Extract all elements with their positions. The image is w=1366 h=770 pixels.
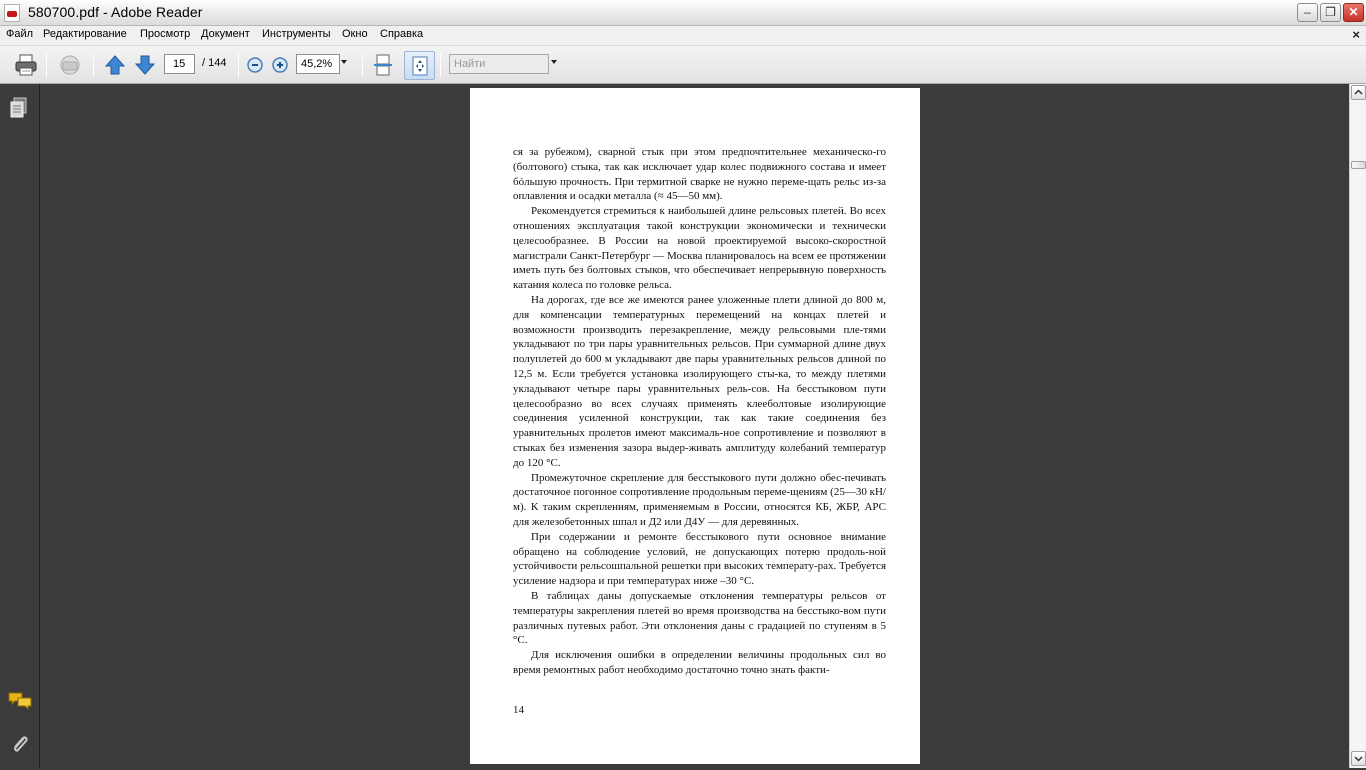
- menu-help[interactable]: Справка: [380, 28, 424, 40]
- adobe-reader-icon: [4, 4, 20, 22]
- next-page-icon[interactable]: [133, 53, 157, 77]
- toolbar-separator: [93, 53, 94, 77]
- menu-edit[interactable]: Редактирование: [43, 28, 127, 40]
- toolbar-separator: [362, 53, 363, 77]
- navigation-panel: [0, 84, 40, 768]
- comments-icon[interactable]: [7, 690, 33, 712]
- title-bar: [0, 0, 1366, 26]
- vertical-scrollbar[interactable]: [1349, 84, 1366, 768]
- previous-page-icon[interactable]: [103, 53, 127, 77]
- toolbar-separator: [46, 53, 47, 77]
- document-page[interactable]: [470, 88, 920, 764]
- zoom-in-icon[interactable]: [268, 53, 292, 77]
- paragraph: При содержании и ремонте бесстыкового пути основное внимание обращено на соблюдение условий, не допускающих потерю продоль-ной устойчивости рельсошпальной решетки при высоких температу-рах. Требуется усиление надзора и при температурах ниже –30 °С.: [513, 530, 886, 588]
- menu-document[interactable]: Документ: [201, 28, 250, 40]
- page-number: 14: [513, 704, 524, 716]
- scroll-thumb[interactable]: [1351, 161, 1366, 169]
- minimize-button[interactable]: [1297, 3, 1318, 22]
- restore-icon: ❐: [1325, 5, 1336, 19]
- menu-bar: [0, 26, 1366, 46]
- page-number-input[interactable]: 15: [164, 54, 195, 74]
- menu-view[interactable]: Просмотр: [140, 28, 191, 40]
- paragraph: На дорогах, где все же имеются ранее уложенные плети длиной до 800 м, для компенсации температурных перемещений на концах плетей и возможности производить перезакрепление, между рельсовыми пле-тями укладывают по три пары уравнительных рельсов. При суммарной длине двух полуплетей до 600 м укладывают две пары уравнительных рельсов длиной по 12,5 м. Если требуется установка изолирующего сты-ка, то между плетями укладывают четыре пары уравнительных рель-сов. На бесстыковом пути целесообразно во всех случаях применять клееболтовые изолирующие соединения усиленной конструкции, так как такие соединения без уравнительных пролетов имеют максималь-ное сопротивление и позволяют в стыках без изменения зазора выдер-живать амплитуду колебаний температур до 120 °С.: [513, 293, 886, 469]
- attachments-icon[interactable]: [9, 732, 31, 756]
- zoom-dropdown-icon[interactable]: [341, 60, 347, 64]
- scrolling-mode-icon[interactable]: [371, 53, 395, 77]
- zoom-level-input[interactable]: 45,2%: [296, 54, 340, 74]
- window-title: 580700.pdf - Adobe Reader: [28, 4, 203, 20]
- toolbar: [0, 46, 1366, 84]
- fit-page-button[interactable]: [404, 51, 435, 80]
- collaborate-icon[interactable]: [58, 53, 82, 77]
- page-total-label: / 144: [202, 57, 227, 69]
- paragraph: ся за рубежом), сварной стык при этом предпочтительнее механическо-го (болтового) стыка, так как исключает удар колес подвижного состава и имеет бóльшую прочность. При термитной сварке не нужно переме-щать рельс из-за оплавления и осадки металла (≈ 45—50 мм).: [513, 146, 886, 203]
- paragraph: Для исключения ошибки в определении величины продольных сил во время ремонтных работ необходимо достаточно точно знать факти-: [513, 649, 886, 676]
- fit-page-icon: [408, 54, 432, 78]
- document-close-icon[interactable]: ×: [1352, 27, 1360, 42]
- paragraph: Промежуточное скрепление для бесстыкового пути должно обес-печивать достаточное погонное сопротивление продольным переме-щениям (25—30 кН/м). К таким скреплениям, применяемым в России, относятся КБ, ЖБР, АРС для железобетонных шпал и Д2 или Д4У — для деревянных.: [513, 471, 886, 528]
- page-text: [513, 145, 886, 678]
- scroll-up-button[interactable]: [1351, 85, 1366, 100]
- close-icon: ✕: [1348, 5, 1359, 19]
- menu-window[interactable]: Окно: [342, 28, 368, 40]
- find-input[interactable]: Найти: [449, 54, 549, 74]
- print-icon[interactable]: [14, 53, 38, 77]
- close-button[interactable]: [1343, 3, 1364, 22]
- chevron-up-icon: [1352, 86, 1365, 99]
- restore-button[interactable]: [1320, 3, 1341, 22]
- toolbar-separator: [440, 53, 441, 77]
- zoom-out-icon[interactable]: [243, 53, 267, 77]
- chevron-down-icon: [1352, 752, 1365, 765]
- scroll-down-button[interactable]: [1351, 751, 1366, 766]
- minimize-icon: –: [1304, 5, 1311, 19]
- paragraph: Рекомендуется стремиться к наибольшей длине рельсовых плетей. Во всех отношениях эксплуатация такой конструкции экономически и технически целесообразнее. В России на новой проектируемой высоко-скоростной магистрали Санкт-Петербург — Москва планировалось на всем ее протяжении иметь путь без болтовых стыков, что обеспечивает непрерывную поверхность катания колеса по головке рельса.: [513, 205, 886, 292]
- menu-tools[interactable]: Инструменты: [262, 28, 331, 40]
- paragraph: В таблицах даны допускаемые отклонения температуры рельсов от температуры закрепления плетей во время производства на бесстыко-вом пути различных путевых работ. Эти отклонения даны с градацией по ступеням в 5 °С.: [513, 589, 886, 647]
- pages-icon[interactable]: [8, 96, 30, 122]
- find-dropdown-icon[interactable]: [551, 60, 557, 64]
- toolbar-separator: [238, 53, 239, 77]
- menu-file[interactable]: Файл: [6, 28, 34, 40]
